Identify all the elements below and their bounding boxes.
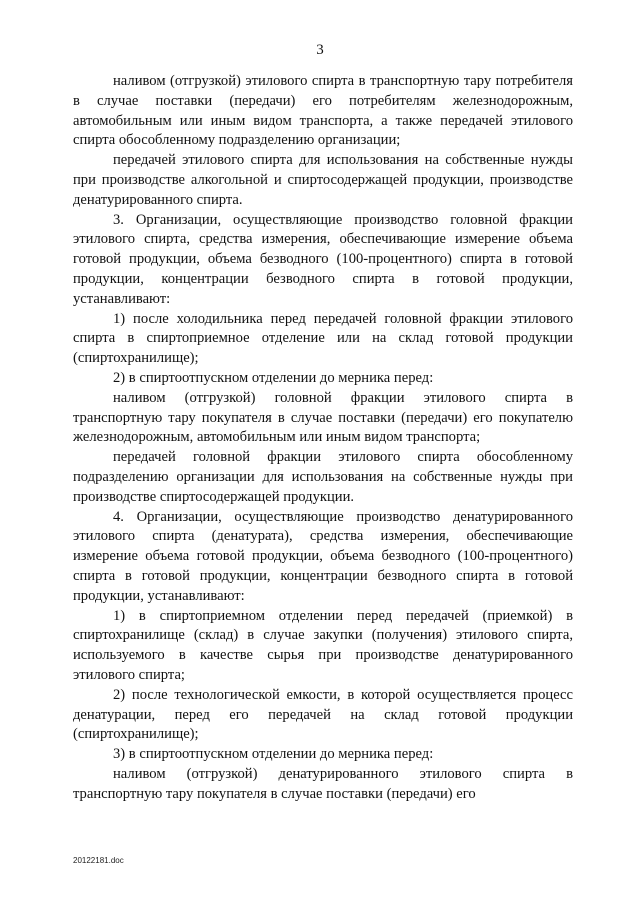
paragraph: наливом (отгрузкой) этилового спирта в транспортную тару потребителя в случае поставки (передачи) его потребителям железнодорожным, автомобильным или иным видом транспорта, а также передачей этилового спирта обособленному подразделению организации; xyxy=(73,73,573,149)
paragraph: 3) в спиртоотпускном отделении до мерника перед: xyxy=(113,746,434,763)
page-number: 3 xyxy=(316,42,324,58)
paragraph: 1) в спиртоприемном отделении перед передачей (приемкой) в спиртохранилище (склад) в случае закупки (получения) этилового спирта, используемого в качестве сырья при производстве денатурированного этилового спирта; xyxy=(73,607,573,683)
footer-filename: 20122181.doc xyxy=(73,856,124,865)
paragraph: 1) после холодильника перед передачей головной фракции этилового спирта в спиртоприемное отделение или на склад готовой продукции (спиртохранилище); xyxy=(73,310,573,367)
document-body xyxy=(73,72,573,804)
paragraph: передачей этилового спирта для использования на собственные нужды при производстве алкогольной и спиртосодержащей продукции, производстве денатурированного спирта. xyxy=(73,152,573,208)
paragraph: 4. Организации, осуществляющие производство денатурированного этилового спирта (денатурата), средства измерения, обеспечивающие измерение объема готовой продукции, объема безводного (100-процентного) спирта в готовой продукции, концентрации безводного спирта в готовой продукции, устанавливают: xyxy=(73,508,573,604)
paragraph: 3. Организации, осуществляющие производство головной фракции этилового спирта, средства измерения, обеспечивающие измерение объема готовой продукции, объема безводного (100-процентного) спирта в готовой продукции, концентрации безводного спирта в готовой продукции, устанавливают: xyxy=(73,211,573,307)
paragraph: передачей головной фракции этилового спирта обособленному подразделению организации для использования на собственные нужды при производстве спиртосодержащей продукции. xyxy=(73,449,573,505)
paragraph: 2) после технологической емкости, в которой осуществляется процесс денатурации, перед его передачей на склад готовой продукции (спиртохранилище); xyxy=(73,686,573,743)
paragraph: наливом (отгрузкой) головной фракции этилового спирта в транспортную тару покупателя в случае поставки (передачи) его покупателю железнодорожным, автомобильным или иным видом транспорта; xyxy=(73,389,573,446)
paragraph: наливом (отгрузкой) денатурированного этилового спирта в транспортную тару покупателя в случае поставки (передачи) его xyxy=(73,765,573,802)
paragraph: 2) в спиртоотпускном отделении до мерника перед: xyxy=(113,369,434,386)
